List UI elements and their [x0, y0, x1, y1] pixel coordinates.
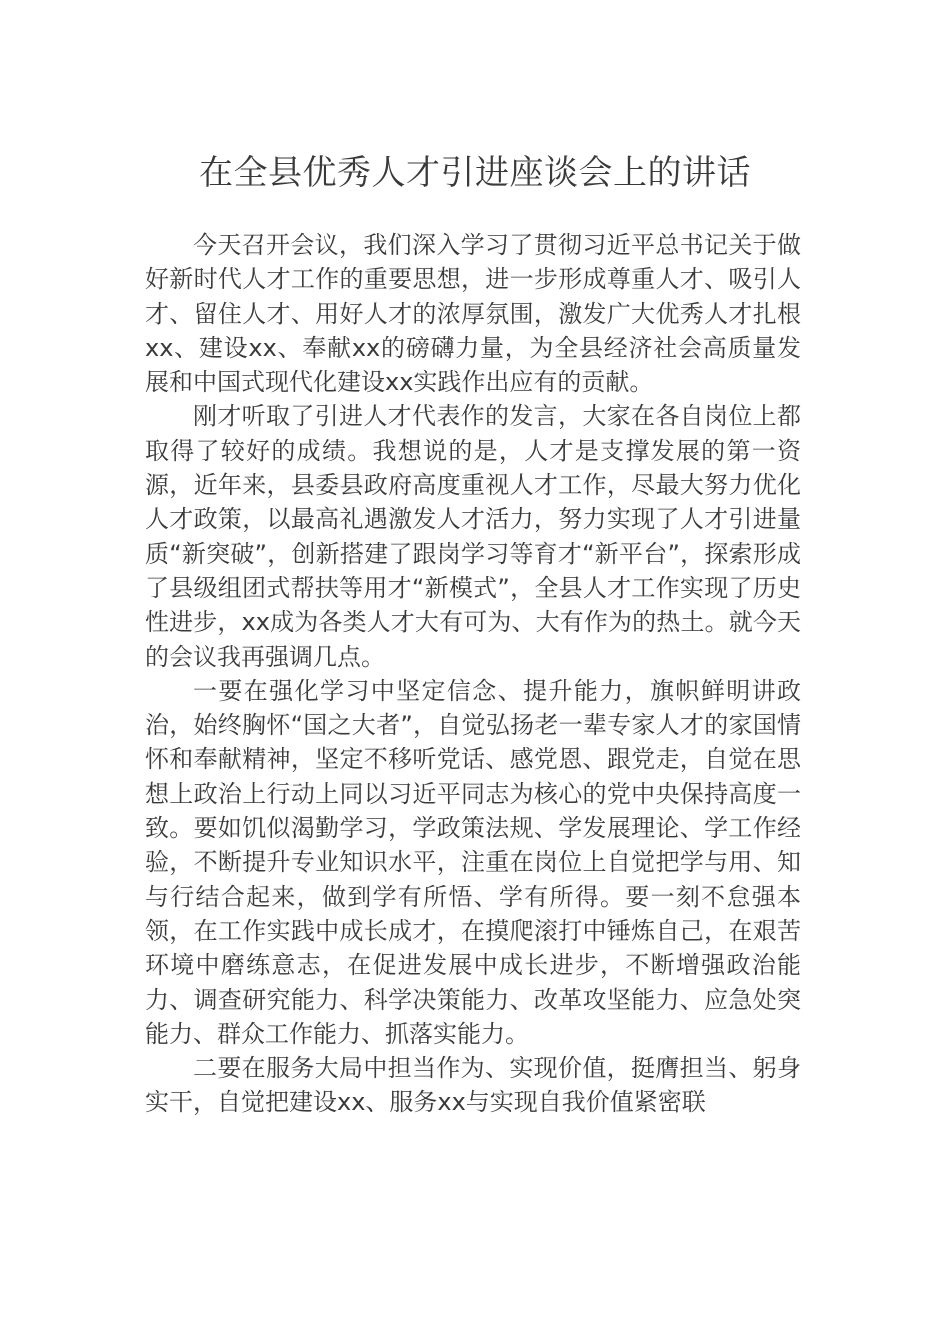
paragraph-3: 一要在强化学习中坚定信念、提升能力，旗帜鲜明讲政治，始终胸怀“国之大者”，自觉弘扬老一辈专家人才的家国情怀和奉献精神，坚定不移听党话、感党恩、跟党走，自觉在思想上政治上行动上同以习近平同志为核心的党中央保持高度一致。要如饥似渴勤学习，学政策法规、学发展理论、学工作经验，不断提升专业知识水平，注重在岗位上自觉把学与用、知与行结合起来，做到学有所悟、学有所得。要一刻不怠强本领，在工作实践中成长成才，在摸爬滚打中锤炼自己，在艰苦环境中磨练意志，在促进发展中成长进步，不断增强政治能力、调查研究能力、科学决策能力、改革攻坚能力、应急处突能力、群众工作能力、抓落实能力。	[145, 676, 801, 1048]
paragraph-2: 刚才听取了引进人才代表作的发言，大家在各自岗位上都取得了较好的成绩。我想说的是，人才是支撑发展的第一资源，近年来，县委县政府高度重视人才工作，尽最大努力优化人才政策，以最高礼遇激发人才活力，努力实现了人才引进量质“新突破”，创新搭建了跟岗学习等育才“新平台”，探索形成了县级组团式帮扶等用才“新模式”，全县人才工作实现了历史性进步，xx成为各类人才大有可为、大有作为的热土。就今天的会议我再强调几点。	[145, 402, 801, 671]
paragraph-1: 今天召开会议，我们深入学习了贯彻习近平总书记关于做好新时代人才工作的重要思想，进一步形成尊重人才、吸引人才、留住人才、用好人才的浓厚氛围，激发广大优秀人才扎根xx、建设xx、奉献xx的磅礴力量，为全县经济社会高质量发展和中国式现代化建设xx实践作出应有的贡献。	[145, 231, 801, 397]
document-title: 在全县优秀人才引进座谈会上的讲话	[199, 153, 751, 193]
document-body	[145, 228, 801, 1120]
paragraph-4: 二要在服务大局中担当作为、实现价值，挺膺担当、躬身实干，自觉把建设xx、服务xx与实现自我价值紧密联	[145, 1054, 801, 1117]
